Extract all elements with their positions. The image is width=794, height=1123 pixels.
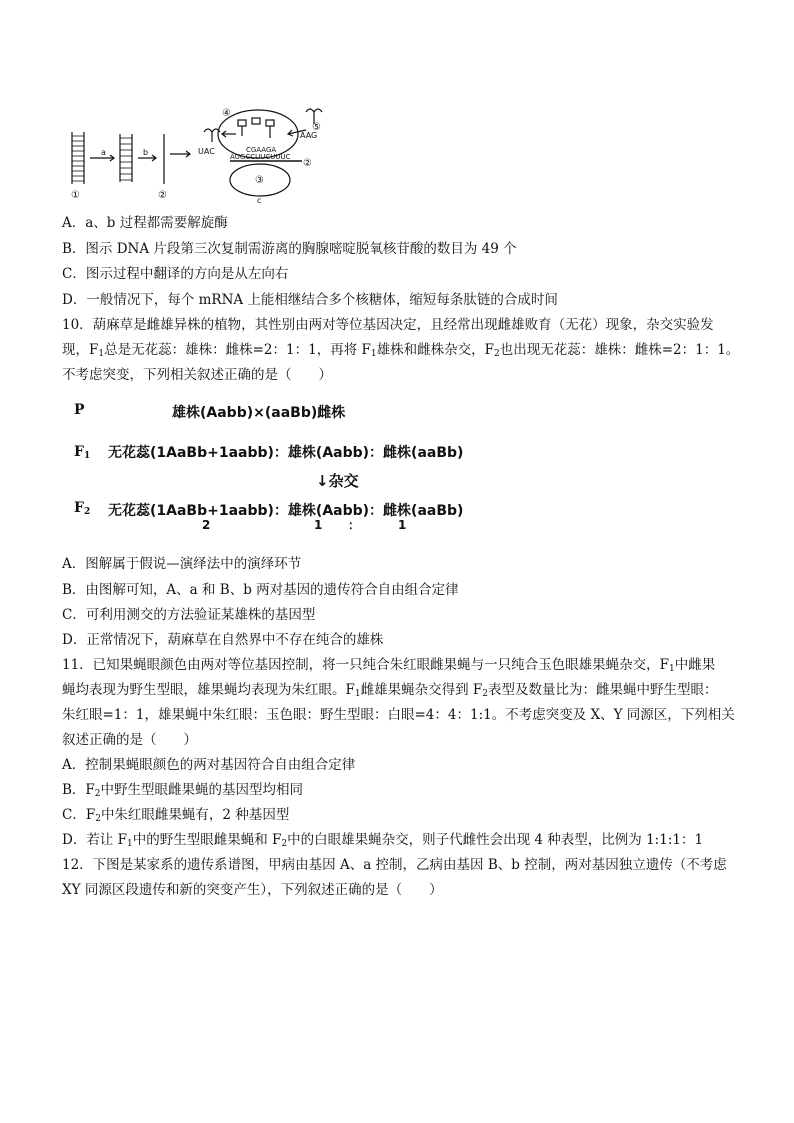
codon-aag: AAG bbox=[300, 131, 318, 140]
q11-option-c: C．$F_2$中朱红眼雌果蝇有，2 种基因型 bbox=[62, 807, 290, 824]
q10-option-c: C．可利用测交的方法验证某雄株的基因型 bbox=[62, 607, 316, 623]
q9-option-b: B．图示 DNA 片段第三次复制需游离的胸腺嘧啶脱氧核苷酸的数目为 49 个 bbox=[62, 241, 517, 257]
q11-stem-line1: 11．已知果蝇眼颜色由两对等位基因控制，将一只纯合朱红眼雌果蝇与一只纯合玉色眼雄果蝇杂交，$F_1$中雌果 bbox=[62, 657, 716, 674]
mrna-top-seq: CGAAGA bbox=[246, 146, 277, 154]
q10-option-b: B．由图解可知，A、a 和 B、b 两对基因的遗传符合自由组合定律 bbox=[62, 582, 459, 598]
label-a: a bbox=[101, 148, 106, 157]
mrna-seq: AUGCCUUCUUUC bbox=[230, 153, 291, 161]
q11-stem-line4: 叙述正确的是（ ） bbox=[62, 732, 197, 748]
label-b: b bbox=[143, 148, 149, 157]
label-num-2: ② bbox=[158, 190, 167, 201]
q10-option-a: A．图解属于假说—演绎法中的演绎环节 bbox=[62, 556, 302, 572]
label-num-3: ③ bbox=[255, 175, 264, 186]
cross-diagram bbox=[62, 400, 482, 530]
ratio-colon: ： bbox=[348, 518, 361, 532]
q12-stem-line2: XY 同源区段遗传和新的突变产生），下列叙述正确的是（ ） bbox=[62, 882, 443, 898]
cross-f2-text: 无花蕊(1AaBb+1aabb)：雄株(Aabb)：雌株(aaBb) bbox=[108, 503, 464, 519]
cross-f2-label: $F_2$ bbox=[74, 500, 91, 517]
q10-stem-line2: 现，$F_1$总是无花蕊：雄株：雌株=2：1：1，再将 $F_1$雄株和雌株杂交，$F_2$也出现无花蕊：雄株：雌株=2：1：1。 bbox=[62, 342, 740, 359]
q11-option-a: A．控制果蝇眼颜色的两对基因符合自由组合定律 bbox=[62, 757, 356, 773]
cross-arrow: ↓杂交 bbox=[316, 472, 359, 490]
cross-f1-text: 无花蕊(1AaBb+1aabb)：雄株(Aabb)：雌株(aaBb) bbox=[108, 445, 464, 461]
down-arrow-icon: ↓ bbox=[316, 472, 329, 490]
q12-stem-line1: 12．下图是某家系的遗传系谱图，甲病由基因 A、a 控制，乙病由基因 B、b 控制，两对基因独立遗传（不考虑 bbox=[62, 857, 727, 873]
cross-p-label: P bbox=[74, 402, 85, 418]
q9-option-d: D．一般情况下，每个 mRNA 上能相继结合多个核糖体，缩短每条肽链的合成时间 bbox=[62, 292, 558, 308]
label-num-1: ① bbox=[71, 190, 80, 201]
codon-uac: UAC bbox=[198, 147, 215, 156]
q9-option-a: A．a、b 过程都需要解旋酶 bbox=[62, 215, 228, 231]
q10-stem-line1: 10．葫麻草是雌雄异株的植物，其性别由两对等位基因决定，且经常出现雌雄败育（无花）现象，杂交实验发 bbox=[62, 317, 714, 333]
replication-translation-diagram bbox=[62, 104, 332, 208]
q9-option-c: C．图示过程中翻译的方向是从左向右 bbox=[62, 266, 289, 282]
label-num-4: ④ bbox=[222, 108, 231, 119]
q11-option-b: B．$F_2$中野生型眼雌果蝇的基因型均相同 bbox=[62, 782, 304, 799]
ratio-1b: 1 bbox=[398, 518, 407, 532]
label-c: c bbox=[257, 196, 262, 205]
q11-option-d: D．若让 $F_1$中的野生型眼雌果蝇和 $F_2$中的白眼雄果蝇杂交，则子代雌性会出现 4 种表型，比例为 1:1:1：1 bbox=[62, 832, 704, 849]
ratio-1a: 1 bbox=[314, 518, 323, 532]
cross-p-text: 雄株(Aabb)×(aaBb)雌株 bbox=[172, 405, 346, 421]
label-num-5: ⑤ bbox=[312, 122, 321, 133]
label-num-2b: ② bbox=[303, 158, 312, 169]
cross-f1-label: $F_1$ bbox=[74, 444, 91, 461]
q11-stem-line3: 朱红眼=1：1，雄果蝇中朱红眼：玉色眼：野生型眼：白眼=4：4：1:1。不考虑突变及 X、Y 同源区，下列相关 bbox=[62, 707, 735, 723]
q10-option-d: D．正常情况下，葫麻草在自然界中不存在纯合的雄株 bbox=[62, 632, 384, 648]
ratio-2: 2 bbox=[202, 518, 211, 532]
q11-stem-line2: 蝇均表现为野生型眼，雄果蝇均表现为朱红眼。$F_1$雌雄果蝇杂交得到 $F_2$表型及数量比为：雌果蝇中野生型眼： bbox=[62, 682, 718, 699]
q10-stem-line3: 不考虑突变，下列相关叙述正确的是（ ） bbox=[62, 367, 332, 383]
